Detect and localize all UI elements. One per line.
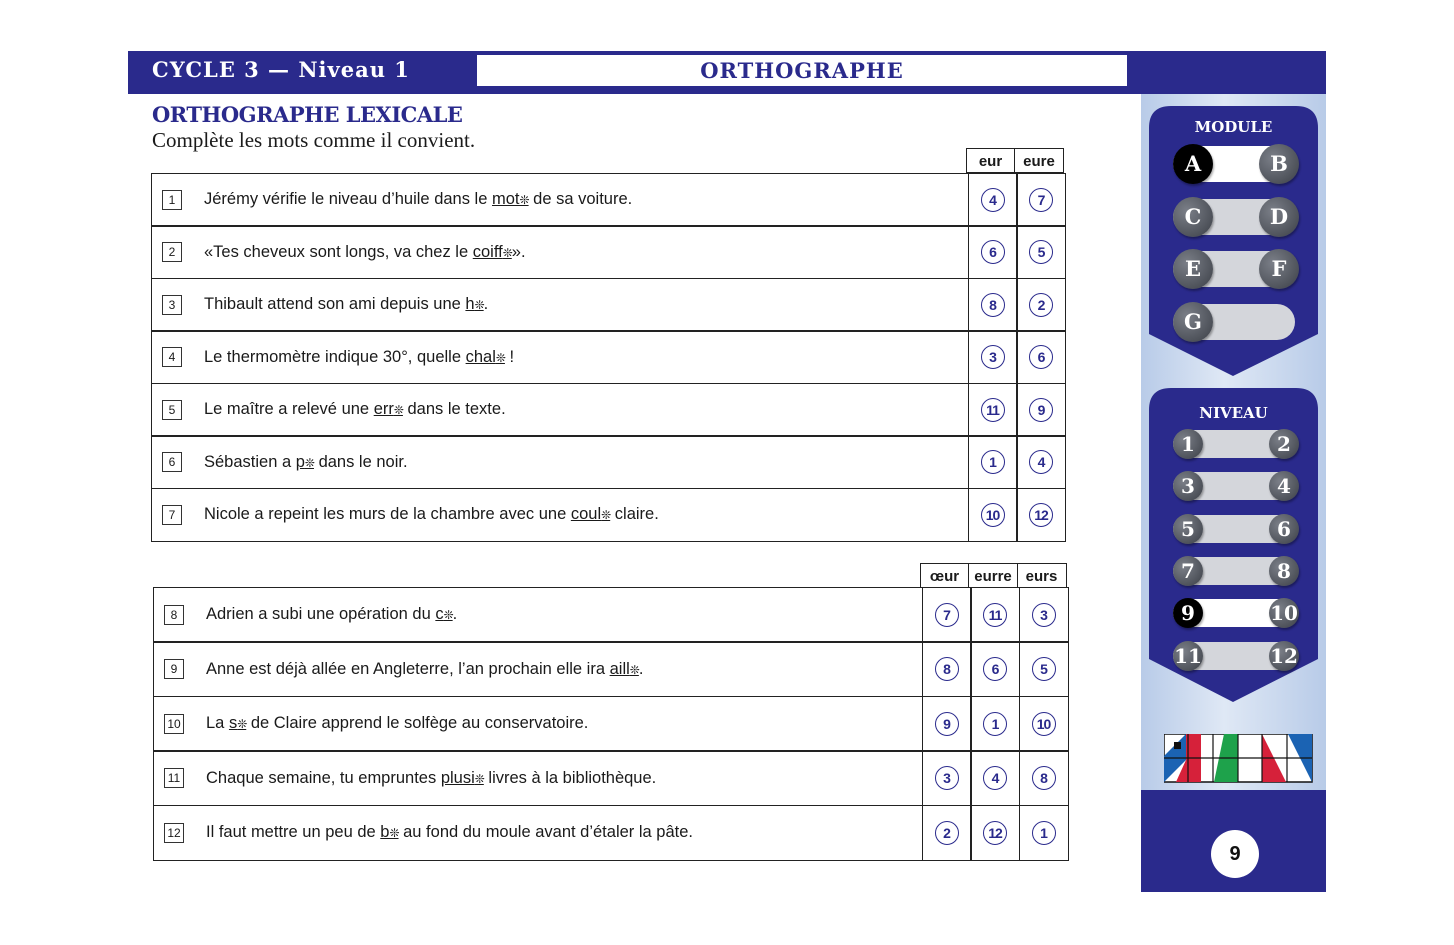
answer-code: 3 xyxy=(981,345,1005,369)
module-option[interactable]: E xyxy=(1173,249,1213,289)
niveau-option[interactable]: 11 xyxy=(1173,641,1203,671)
answer-code: 6 xyxy=(981,240,1005,264)
answer-cell[interactable] xyxy=(1016,435,1066,489)
word-stem: coul xyxy=(570,505,602,523)
answer-cell[interactable] xyxy=(1016,488,1066,542)
answer-cell[interactable] xyxy=(1016,225,1066,279)
answer-code: 9 xyxy=(935,712,959,736)
question-number: 12 xyxy=(164,823,184,843)
sentence xyxy=(204,400,506,419)
answer-code: 8 xyxy=(935,657,959,681)
niveau-title: NIVEAU xyxy=(1199,404,1268,422)
sentence xyxy=(206,769,656,788)
sentence-start: Le maître a relevé une xyxy=(204,400,374,418)
column-header: eure xyxy=(1014,148,1064,173)
sentence xyxy=(204,505,659,524)
question-row xyxy=(151,437,1066,491)
column-header: eur xyxy=(966,148,1016,173)
blank-marker: ❊ xyxy=(474,771,484,786)
incomplete-word[interactable] xyxy=(229,714,246,732)
blank-marker: ❊ xyxy=(304,455,314,470)
incomplete-word[interactable] xyxy=(465,295,483,313)
answer-cell[interactable] xyxy=(922,641,972,697)
sentence xyxy=(204,190,632,209)
logo xyxy=(1164,734,1314,784)
sentence-end: ! xyxy=(504,347,515,366)
answer-cell[interactable] xyxy=(968,330,1018,384)
answer-cell[interactable] xyxy=(970,696,1020,752)
blank-marker: ❊ xyxy=(495,350,505,365)
sentence-end: dans le noir. xyxy=(313,452,408,471)
sentence xyxy=(204,453,408,472)
answer-code: 5 xyxy=(1032,657,1056,681)
blank-marker: ❊ xyxy=(474,298,484,312)
word-stem: s xyxy=(228,714,238,732)
sentence-start: Il faut mettre un peu de xyxy=(206,823,381,841)
question-number: 7 xyxy=(162,505,182,525)
sentence xyxy=(206,714,588,733)
module-option[interactable]: G xyxy=(1173,302,1213,342)
question-row xyxy=(153,588,1069,644)
answer-code: 12 xyxy=(983,821,1007,845)
blank-marker: ❊ xyxy=(389,826,399,840)
answer-cell[interactable] xyxy=(970,641,1020,697)
answer-cell[interactable] xyxy=(970,587,1020,643)
sentence-end: ». xyxy=(511,242,526,261)
header-bar xyxy=(128,51,1326,94)
question-text-cell xyxy=(151,383,969,437)
answer-code: 11 xyxy=(981,398,1005,422)
answer-code: 4 xyxy=(1029,450,1053,474)
answer-cell[interactable] xyxy=(1016,383,1066,437)
incomplete-word[interactable] xyxy=(571,505,610,523)
table2-header xyxy=(921,563,1067,588)
blank-marker: ❊ xyxy=(443,608,453,622)
question-text-cell xyxy=(153,750,923,806)
incomplete-word[interactable] xyxy=(296,453,314,471)
incomplete-word[interactable] xyxy=(466,348,505,366)
niveau-option[interactable]: 2 xyxy=(1269,429,1299,459)
incomplete-word[interactable] xyxy=(374,400,403,418)
word-stem: coiff xyxy=(472,242,503,261)
answer-code: 4 xyxy=(981,188,1005,212)
answer-cell[interactable] xyxy=(1016,330,1066,384)
niveau-option[interactable]: 6 xyxy=(1269,514,1299,544)
answer-code: 10 xyxy=(981,503,1005,527)
question-row xyxy=(153,752,1069,808)
question-text-cell xyxy=(151,330,969,384)
answer-cell[interactable] xyxy=(968,278,1018,332)
answer-code: 12 xyxy=(1029,503,1053,527)
question-text-cell xyxy=(153,805,923,861)
question-row xyxy=(151,279,1066,333)
question-number: 1 xyxy=(162,190,182,210)
question-number: 8 xyxy=(164,605,184,625)
word-stem: h xyxy=(465,295,475,313)
sentence-end: . xyxy=(452,605,458,623)
question-row xyxy=(151,489,1066,543)
question-number: 9 xyxy=(164,659,184,679)
sentence xyxy=(206,605,457,624)
niveau-option[interactable]: 10 xyxy=(1269,598,1299,628)
question-number: 4 xyxy=(162,347,182,367)
answer-code: 3 xyxy=(935,766,959,790)
question-row xyxy=(153,806,1069,862)
answer-cell[interactable] xyxy=(968,173,1018,227)
incomplete-word[interactable] xyxy=(441,769,484,787)
module-option[interactable]: B xyxy=(1259,144,1299,184)
answer-cell[interactable] xyxy=(1019,587,1069,643)
section-title: ORTHOGRAPHE LEXICALE xyxy=(152,102,463,127)
page-number: 9 xyxy=(1211,830,1259,878)
word-stem: c xyxy=(435,605,444,623)
sentence-start: La xyxy=(206,714,229,732)
table1-header xyxy=(967,148,1064,173)
module-title: MODULE xyxy=(1194,118,1273,136)
question-text-cell xyxy=(153,587,923,643)
question-row xyxy=(153,643,1069,699)
answer-code: 7 xyxy=(935,603,959,627)
answer-code: 4 xyxy=(983,766,1007,790)
answer-code: 2 xyxy=(1029,293,1053,317)
subject-box xyxy=(477,55,1127,86)
question-text-cell xyxy=(153,641,923,697)
word-stem: p xyxy=(295,452,305,471)
sentence-end: de sa voiture. xyxy=(528,190,633,208)
answer-cell[interactable] xyxy=(1019,805,1069,861)
question-number: 6 xyxy=(162,452,182,472)
answer-cell[interactable] xyxy=(922,750,972,806)
question-number: 3 xyxy=(162,295,182,315)
answer-code: 1 xyxy=(1032,821,1056,845)
blank-marker: ❊ xyxy=(519,193,529,207)
blank-marker: ❊ xyxy=(237,717,247,731)
question-number: 11 xyxy=(164,768,184,788)
sentence-start: Nicole a repeint les murs de la chambre avec une xyxy=(204,505,571,523)
word-stem: mot xyxy=(492,190,520,208)
module-option[interactable]: F xyxy=(1259,249,1299,289)
question-text-cell xyxy=(151,278,969,332)
incomplete-word[interactable] xyxy=(610,660,639,678)
question-text-cell xyxy=(153,696,923,752)
instruction: Complète les mots comme il convient. xyxy=(152,128,476,152)
answer-cell[interactable] xyxy=(1016,278,1066,332)
question-text-cell xyxy=(151,435,969,489)
answer-code: 11 xyxy=(983,603,1007,627)
word-stem: plusi xyxy=(440,768,475,787)
answer-code: 6 xyxy=(1029,345,1053,369)
answer-code: 1 xyxy=(981,450,1005,474)
sentence-end: . xyxy=(638,659,644,678)
answer-cell[interactable] xyxy=(968,383,1018,437)
column-header: œur xyxy=(920,563,970,588)
word-stem: chal xyxy=(465,347,496,366)
sentence-end: au fond du moule avant d’étaler la pâte. xyxy=(398,823,693,841)
question-number: 10 xyxy=(164,714,184,734)
niveau-option[interactable]: 8 xyxy=(1269,556,1299,586)
answer-code: 8 xyxy=(981,293,1005,317)
answer-cell[interactable] xyxy=(922,805,972,861)
answer-cell[interactable] xyxy=(1019,641,1069,697)
question-row xyxy=(153,697,1069,753)
sentence-start: Chaque semaine, tu empruntes xyxy=(206,768,441,787)
niveau-option[interactable]: 7 xyxy=(1173,556,1203,586)
question-row xyxy=(151,384,1066,438)
question-row xyxy=(151,174,1066,228)
answer-code: 6 xyxy=(983,657,1007,681)
answer-cell[interactable] xyxy=(922,696,972,752)
column-header: eurre xyxy=(968,563,1018,588)
answer-cell[interactable] xyxy=(1016,173,1066,227)
sentence-start: Jérémy vérifie le niveau d’huile dans le xyxy=(204,190,492,208)
sentence xyxy=(204,243,526,262)
sentence-start: Le thermomètre indique 30°, quelle xyxy=(204,347,466,366)
incomplete-word[interactable] xyxy=(473,243,512,261)
answer-cell[interactable] xyxy=(1019,696,1069,752)
sentence-start: Anne est déjà allée en Angleterre, l’an prochain elle ira xyxy=(206,659,610,678)
blank-marker: ❊ xyxy=(629,662,639,677)
sentence-start: Sébastien a xyxy=(204,452,296,471)
answer-code: 5 xyxy=(1029,240,1053,264)
answer-cell[interactable] xyxy=(970,750,1020,806)
blank-marker: ❊ xyxy=(393,403,403,417)
word-stem: err xyxy=(373,400,394,418)
sentence-end: dans le texte. xyxy=(402,400,506,418)
cycle-label: CYCLE 3 — Niveau 1 xyxy=(152,57,410,82)
sentence-start: «Tes cheveux sont longs, va chez le xyxy=(204,242,473,261)
niveau-option[interactable]: 5 xyxy=(1173,514,1203,544)
niveau-option[interactable]: 1 xyxy=(1173,429,1203,459)
incomplete-word[interactable] xyxy=(435,605,452,623)
sentence xyxy=(204,295,488,314)
question-text-cell xyxy=(151,173,969,227)
niveau-option[interactable]: 12 xyxy=(1269,641,1299,671)
niveau-option[interactable]: 9 xyxy=(1173,598,1203,628)
question-text-cell xyxy=(151,225,969,279)
sentence xyxy=(206,823,693,842)
niveau-option[interactable]: 4 xyxy=(1269,471,1299,501)
module-niveau-selector xyxy=(1141,94,1326,794)
question-row xyxy=(151,332,1066,386)
sentence xyxy=(204,348,514,367)
word-stem: aill xyxy=(609,659,630,678)
sentence-start: Adrien a subi une opération du xyxy=(206,605,436,623)
sentence-start: Thibault attend son ami depuis une xyxy=(204,295,466,313)
answer-cell[interactable] xyxy=(968,225,1018,279)
answer-code: 9 xyxy=(1029,398,1053,422)
sentence-end: de Claire apprend le solfège au conservatoire. xyxy=(246,714,589,732)
subject-title: ORTHOGRAPHE xyxy=(700,58,904,83)
word-stem: b xyxy=(380,823,390,841)
answer-code: 8 xyxy=(1032,766,1056,790)
module-option[interactable]: D xyxy=(1259,197,1299,237)
sentence-end: . xyxy=(483,295,489,313)
blank-marker: ❊ xyxy=(601,508,611,522)
question-number: 2 xyxy=(162,242,182,262)
column-header: eurs xyxy=(1017,563,1067,588)
question-row xyxy=(151,227,1066,281)
niveau-option[interactable]: 3 xyxy=(1173,471,1203,501)
answer-code: 1 xyxy=(983,712,1007,736)
blank-marker: ❊ xyxy=(502,245,512,260)
module-option[interactable]: A xyxy=(1173,144,1213,184)
answer-code: 7 xyxy=(1029,188,1053,212)
incomplete-word[interactable] xyxy=(380,823,398,841)
answer-cell[interactable] xyxy=(1019,750,1069,806)
module-option[interactable]: C xyxy=(1173,197,1213,237)
question-number: 5 xyxy=(162,400,182,420)
answer-cell[interactable] xyxy=(970,805,1020,861)
answer-cell[interactable] xyxy=(968,435,1018,489)
answer-code: 2 xyxy=(935,821,959,845)
answer-cell[interactable] xyxy=(922,587,972,643)
answer-cell[interactable] xyxy=(968,488,1018,542)
sentence xyxy=(206,660,643,679)
answer-code: 3 xyxy=(1032,603,1056,627)
answer-code: 10 xyxy=(1032,712,1056,736)
sentence-end: claire. xyxy=(610,505,659,523)
incomplete-word[interactable] xyxy=(492,190,529,208)
sentence-end: livres à la bibliothèque. xyxy=(483,768,657,787)
question-text-cell xyxy=(151,488,969,542)
